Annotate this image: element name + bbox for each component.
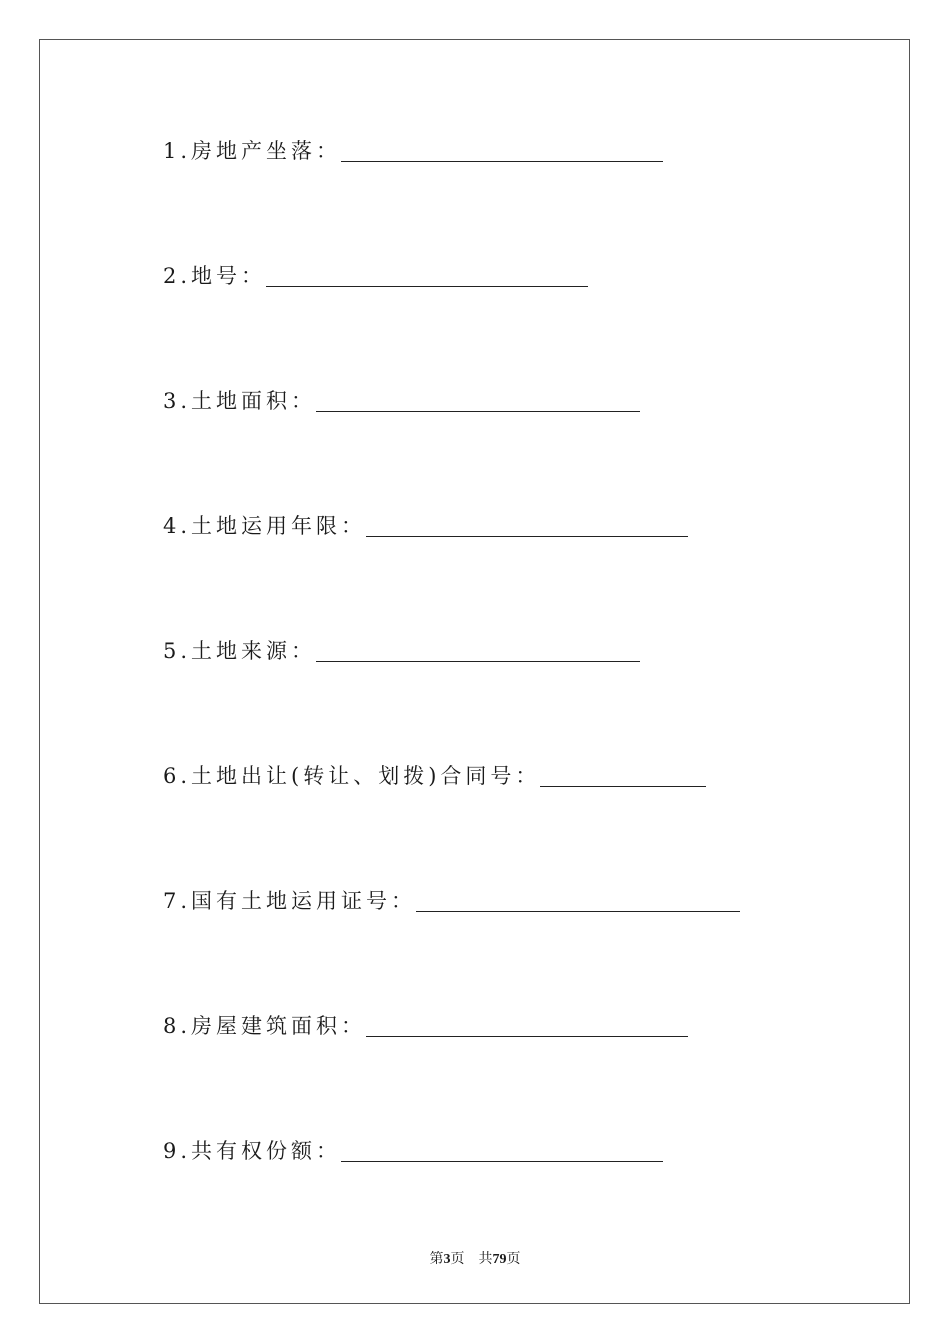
footer-total-pages: 79 [492, 1252, 507, 1267]
field-label-certificate-number: 7.国有土地运用证号： [163, 889, 417, 913]
field-label-lot-number: 2.地号： [163, 264, 267, 288]
field-row-location [163, 134, 663, 164]
field-label-land-source: 5.土地来源： [163, 639, 317, 663]
field-blank-land-source[interactable] [316, 639, 640, 662]
field-row-land-area [163, 384, 640, 414]
field-blank-contract-number[interactable] [540, 764, 706, 787]
footer-page-number: 3 [443, 1252, 451, 1267]
field-blank-lot-number[interactable] [266, 264, 588, 287]
field-label-share: 9.共有权份额： [163, 1139, 342, 1163]
field-label-land-area: 3.土地面积： [163, 389, 317, 413]
field-label-land-term: 4.土地运用年限： [163, 514, 367, 538]
field-blank-share[interactable] [341, 1139, 663, 1162]
page-frame [39, 39, 910, 1304]
page-footer [0, 1248, 950, 1268]
field-row-contract-number [163, 759, 706, 789]
field-blank-certificate-number[interactable] [416, 889, 740, 912]
field-blank-land-area[interactable] [316, 389, 640, 412]
field-label-floor-area: 8.房屋建筑面积： [163, 1014, 367, 1038]
footer-total-suffix: 页 [506, 1251, 521, 1267]
field-row-floor-area [163, 1009, 688, 1039]
field-label-location: 1.房地产坐落： [163, 139, 342, 163]
field-row-land-term [163, 509, 688, 539]
footer-total-prefix: 共 [478, 1251, 493, 1267]
field-row-certificate-number [163, 884, 740, 914]
field-blank-land-term[interactable] [366, 514, 688, 537]
field-row-lot-number [163, 259, 588, 289]
field-blank-location[interactable] [341, 139, 663, 162]
footer-page-suffix: 页 [450, 1251, 465, 1267]
field-label-contract-number: 6.土地出让(转让、划拨)合同号： [163, 764, 541, 788]
field-row-land-source [163, 634, 640, 664]
field-row-share [163, 1134, 663, 1164]
field-blank-floor-area[interactable] [366, 1014, 688, 1037]
footer-prefix: 第 [429, 1251, 444, 1267]
